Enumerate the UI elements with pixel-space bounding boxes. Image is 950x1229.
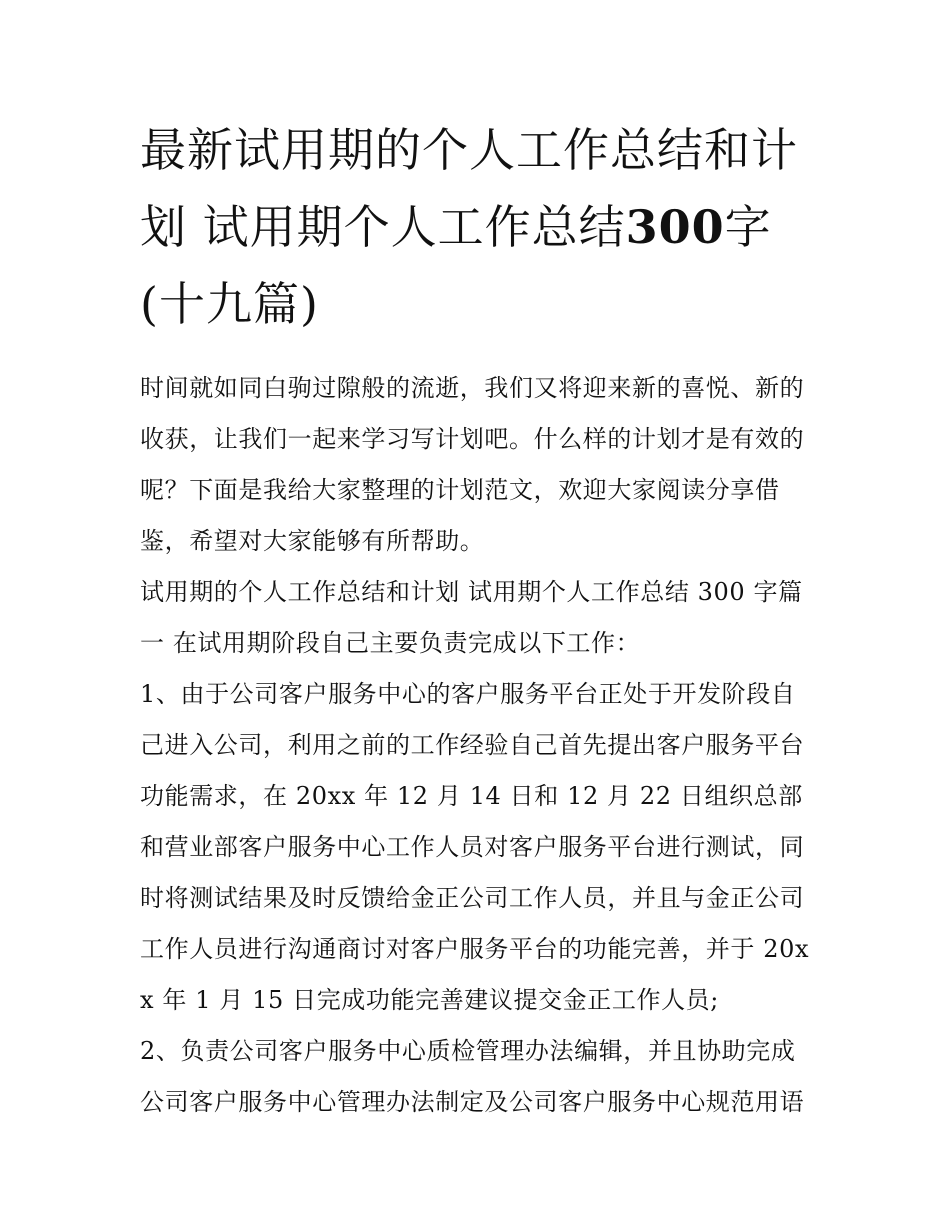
work-item-1-paragraph: 1、由于公司客户服务中心的客户服务平台正处于开发阶段自己进入公司，利用之前的工作经验自己首先提出客户服务平台功能需求，在 20xx 年 12 月 14 日和 12 月 22 日组织总部和营业部客户服务中心工作人员对客户服务平台进行测试，同时将测试结果及时反馈给金正公司工作人员，并且与金正公司工作人员进行沟通商讨对客户服务平台的功能完善，并于 20xx 年 1 月 15 日完成功能完善建议提交金正工作人员; [140,680,810,1014]
document-body [140,363,812,1128]
document-title [140,112,812,343]
document-page [140,112,812,1128]
title-number: 300 [625,200,725,254]
intro-paragraph: 时间就如同白驹过隙般的流逝，我们又将迎来新的喜悦、新的收获，让我们一起来学习写计划吧。什么样的计划才是有效的呢？下面是我给大家整理的计划范文，欢迎大家阅读分享借鉴，希望对大家能够有所帮助。 [140,374,805,555]
work-item-2-paragraph: 2、负责公司客户服务中心质检管理办法编辑，并且协助完成公司客户服务中心管理办法制定及公司客户服务中心规范用语 [140,1037,805,1116]
section-heading-paragraph: 试用期的个人工作总结和计划 试用期个人工作总结 300 字篇一 在试用期阶段自己主要负责完成以下工作： [140,578,803,657]
title-text-part2: 字(十九篇) [140,200,772,331]
title-text-part1: 最新试用期的个人工作总结和计划 试用期个人工作总结 [140,123,798,254]
